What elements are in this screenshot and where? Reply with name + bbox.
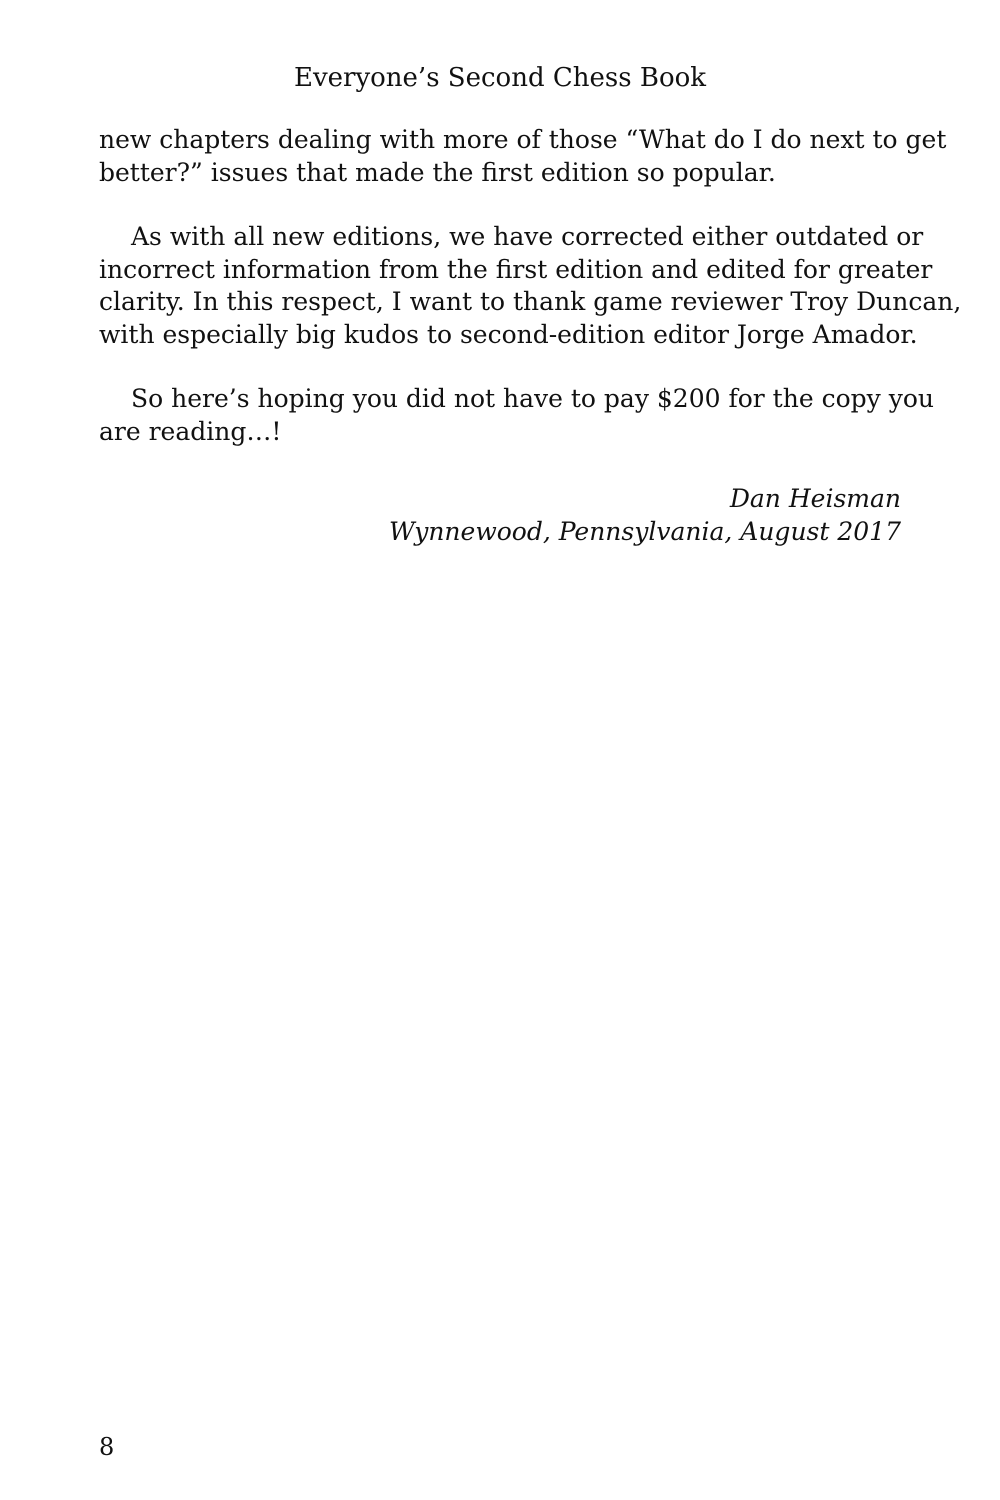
text-line: So here’s hoping you did not have to pay $200 for the copy you (131, 384, 934, 413)
text-line: better?” issues that made the first edition so popular. (99, 157, 776, 187)
paragraph-editions (99, 221, 962, 351)
author-name: Dan Heisman (729, 484, 901, 513)
author-place-date: Wynnewood, Pennsylvania, August 2017 (389, 517, 901, 546)
text-line: with especially big kudos to second-edition editor Jorge Amador. (99, 319, 918, 349)
text-line: incorrect information from the first edition and edited for greater (99, 254, 933, 284)
text-line: As with all new editions, we have corrected either outdated or (131, 222, 924, 251)
page-number: 8 (99, 1433, 115, 1461)
text-line: new chapters dealing with more of those “What do I do next to get (99, 125, 947, 154)
text-line: are reading…! (99, 416, 282, 446)
main-text (99, 124, 962, 480)
paragraph-continued (99, 124, 947, 189)
running-head-title: Everyone’s Second Chess Book (293, 63, 707, 93)
author-signature (389, 482, 901, 548)
paragraph-closing (99, 383, 934, 448)
text-line: clarity. In this respect, I want to thank game reviewer Troy Duncan, (99, 287, 962, 316)
